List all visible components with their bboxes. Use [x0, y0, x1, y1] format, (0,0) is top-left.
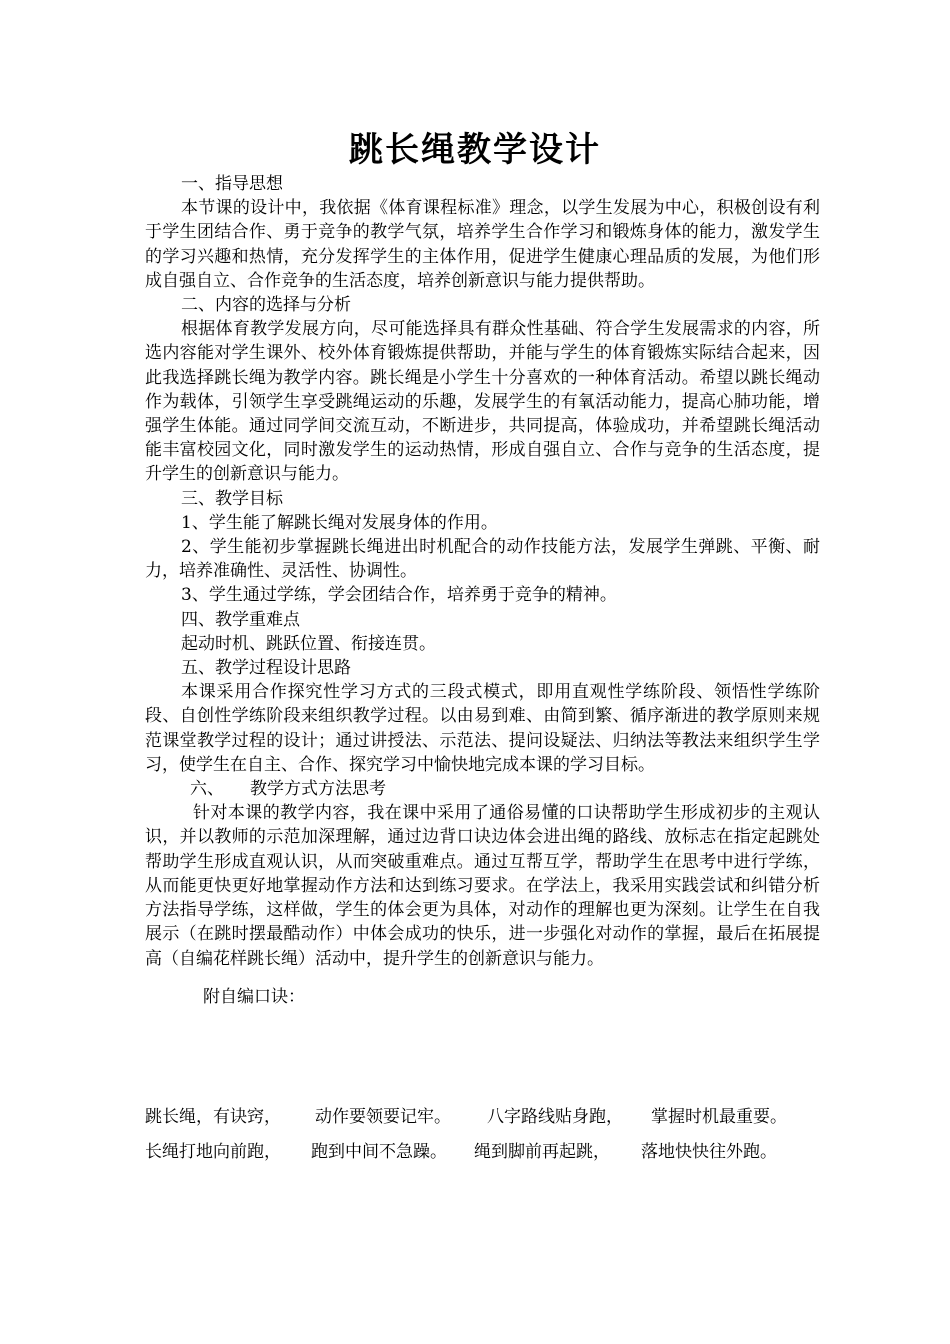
document-body [145, 172, 820, 1009]
koujue-title: 附自编口诀： [203, 986, 305, 1007]
koujue-phrase: 八字路线贴身跑， [487, 1107, 623, 1127]
koujue-line-2 [145, 1140, 845, 1164]
section-text-5: 本课采用合作探究性学习方式的三段式模式，即用直观性学练阶段、领悟性学练阶段、自创性学练阶段来组织教学过程。以由易到难、由简到繁、循序渐进的教学原则来规范课堂教学过程的设计；通过讲授法、示范法、提问设疑法、归纳法等教法来组织学生学习，使学生在自主、合作、探究学习中愉快地完成本课的学习目标。 [145, 682, 820, 775]
koujue-phrase: 落地快快往外跑。 [641, 1142, 777, 1162]
objective-item-2: 2、学生能初步掌握跳长绳进出时机配合的动作技能方法，发展学生弹跳、平衡、耐力，培养准确性、灵活性、协调性。 [145, 537, 820, 582]
objective-item-3: 3、学生通过学练，学会团结合作，培养勇于竞争的精神。 [181, 585, 617, 606]
page-title: 跳长绳教学设计 [349, 130, 601, 170]
koujue-phrase: 动作要领要记牢。 [315, 1107, 451, 1127]
section-heading-3: 三、教学目标 [181, 488, 283, 509]
section-heading-2: 二、内容的选择与分析 [181, 295, 351, 316]
section-heading-6-number: 六、 [190, 779, 224, 800]
section-heading-6 [145, 777, 820, 801]
koujue-line-1 [145, 1105, 845, 1129]
objective-item-1: 1、学生能了解跳长绳对发展身体的作用。 [181, 512, 498, 533]
section-text-2: 根据体育教学发展方向，尽可能选择具有群众性基础、符合学生发展需求的内容，所选内容能对学生课外、校外体育锻炼提供帮助，并能与学生的体育锻炼实际结合起来，因此我选择跳长绳为教学内容。跳长绳是小学生十分喜欢的一种体育活动。希望以跳长绳动作为载体，引领学生享受跳绳运动的乐趣，发展学生的有氧活动能力，提高心肺功能，增强学生体能。通过同学间交流互动，不断进步，共同提高，体验成功，并希望跳长绳活动能丰富校园文化，同时激发学生的运动热情，形成自强自立、合作与竞争的生活态度，提升学生的创新意识与能力。 [145, 319, 820, 485]
koujue-phrase: 跳长绳，有诀窍， [145, 1107, 281, 1127]
koujue-phrase: 掌握时机最重要。 [651, 1107, 787, 1127]
section-heading-6-text: 教学方式方法思考 [250, 779, 386, 800]
koujue-phrase: 长绳打地向前跑， [145, 1142, 281, 1162]
koujue-phrase: 跑到中间不急躁。 [311, 1142, 447, 1162]
section-heading-4: 四、教学重难点 [181, 609, 300, 630]
section-heading-1: 一、指导思想 [181, 174, 283, 194]
section-text-1: 本节课的设计中，我依据《体育课程标准》理念，以学生发展为中心，积极创设有利于学生团结合作、勇于竞争的教学气氛，培养学生合作学习和锻炼身体的能力，激发学生的学习兴趣和热情，充分发挥学生的主体作用，促进学生健康心理品质的发展，为他们形成自强自立、合作竞争的生活态度，培养创新意识与能力提供帮助。 [145, 198, 820, 291]
section-heading-5: 五、教学过程设计思路 [181, 658, 351, 679]
section-text-4: 起动时机、跳跃位置、衔接连贯。 [181, 633, 436, 654]
koujue-phrase: 绳到脚前再起跳， [474, 1142, 610, 1162]
section-text-6: 针对本课的教学内容，我在课中采用了通俗易懂的口诀帮助学生形成初步的主观认识，并以教师的示范加深理解，通过边背口诀边体会进出绳的路线、放标志在指定起跳处帮助学生形成直观认识，从而突破重难点。通过互帮互学，帮助学生在思考中进行学练，从而能更快更好地掌握动作方法和达到练习要求。在学法上，我采用实践尝试和纠错分析方法指导学练，这样做，学生的体会更为具体，对动作的理解也更为深刻。让学生在自我展示（在跳时摆最酷动作）中体会成功的快乐，进一步强化对动作的掌握，最后在拓展提高（自编花样跳长绳）活动中，提升学生的创新意识与能力。 [145, 803, 820, 969]
